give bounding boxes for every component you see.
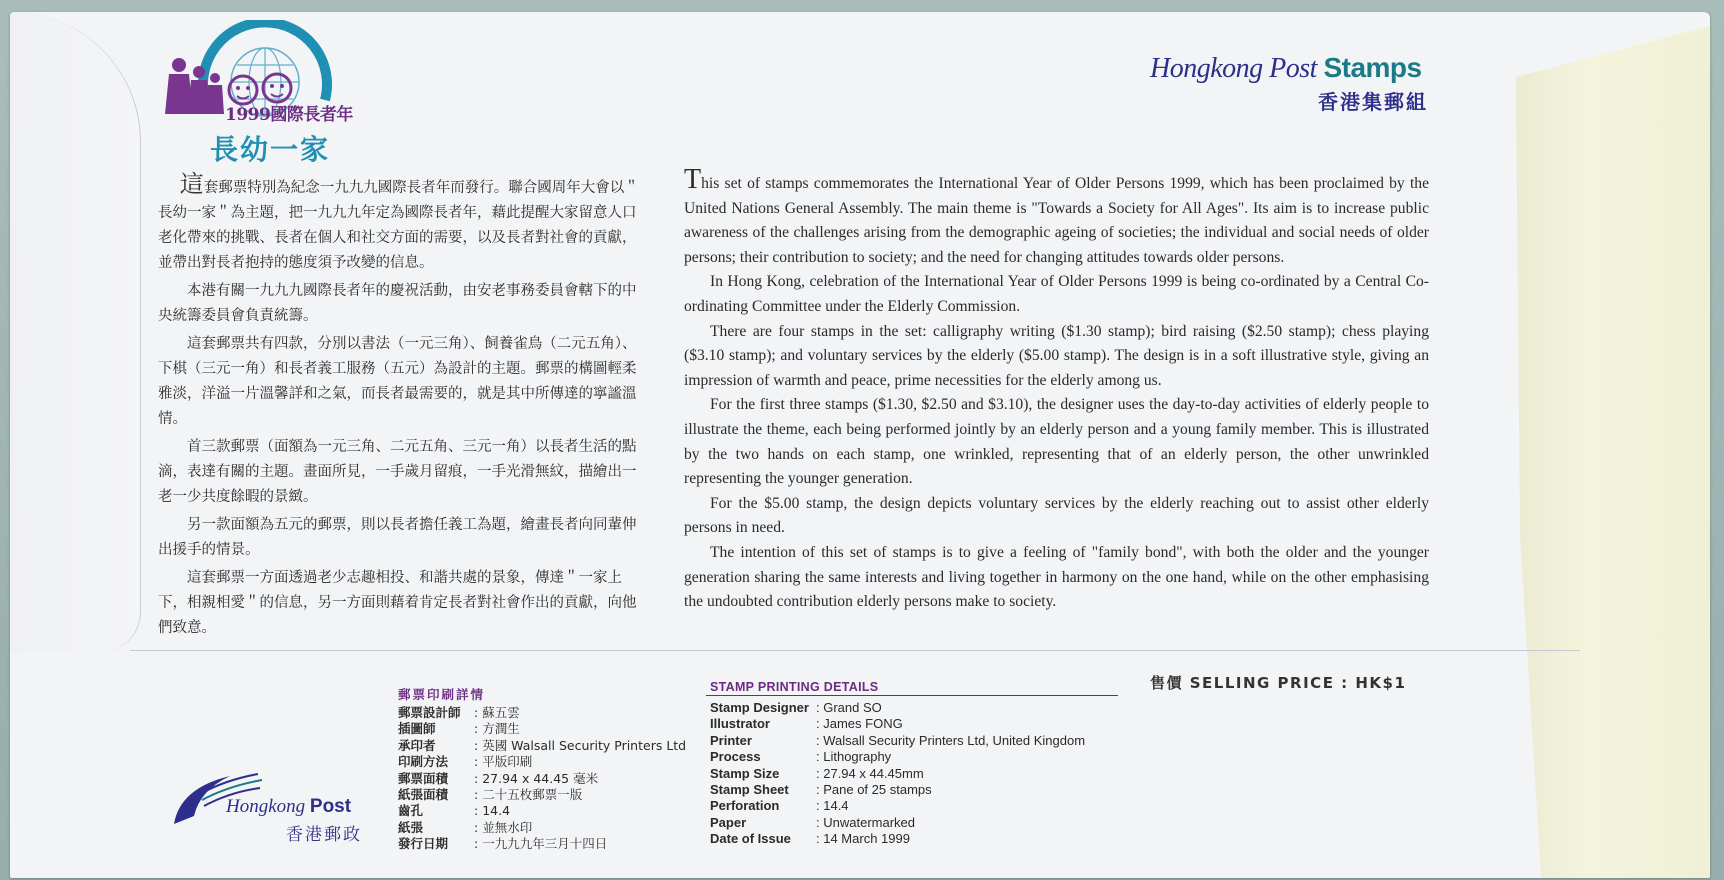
chinese-paragraph: 這套郵票共有四款，分別以書法（一元三角）、飼養雀鳥（二元五角）、下棋（三元一角）和長者義工服務（五元）為設計的主題。郵票的構圖輕柔雅淡，洋溢一片溫馨詳和之氣，而長者最需要的，就是其中所傳達的寧謐溫情。 xyxy=(158,336,637,427)
detail-row xyxy=(398,754,686,770)
detail-row xyxy=(710,700,1085,716)
chinese-paragraph-text: 套郵票特別為紀念一九九九國際長者年而發行。聯合國周年大會以＂長幼一家＂為主題，把一九九九年定為國際長者年，藉此提醒大家留意人口老化帶來的挑戰、長者在個人和社交方面的需要，以及長者對社會的貢獻，並帶出對長者抱持的態度須予改變的信息。 xyxy=(158,180,639,271)
chinese-paragraph xyxy=(158,172,646,276)
detail-key: 承印者 xyxy=(398,737,436,753)
detail-row xyxy=(398,705,686,721)
detail-row xyxy=(398,803,686,819)
hkpost-chinese-name: 香港郵政 xyxy=(286,825,362,845)
detail-row xyxy=(710,815,1085,831)
detail-row xyxy=(710,716,1085,732)
detail-key: 郵票面積 xyxy=(398,770,449,786)
detail-value: : 並無水印 xyxy=(474,820,532,836)
detail-key: Date of Issue xyxy=(710,831,791,847)
detail-row xyxy=(710,782,1085,798)
english-paragraph: In Hong Kong, celebration of the International Year of Older Persons 1999 is being co-ordinated by a Central Co-ordinating Committee under the Elderly Commission. xyxy=(684,273,1429,315)
detail-key: Stamp Size xyxy=(710,765,780,781)
hkpost-wordmark-italic: Hongkong xyxy=(226,796,306,817)
detail-value: : James FONG xyxy=(816,716,903,732)
detail-key: Stamp Designer xyxy=(710,700,809,715)
chinese-dropcap: 這 xyxy=(179,170,204,198)
detail-key: 插圖師 xyxy=(398,721,436,737)
detail-key: 郵票設計師 xyxy=(398,705,461,720)
english-body-text xyxy=(684,164,1429,615)
hkpost-wordmark-bold: Post xyxy=(309,796,352,817)
detail-key: Stamp Sheet xyxy=(710,782,789,798)
detail-value: : 14.4 xyxy=(816,798,849,814)
detail-value: : 27.94 x 44.45mm xyxy=(816,766,924,782)
english-paragraph-text: his set of stamps commemorates the International Year of Older Persons 1999, which has been proclaimed by the United Nations General Assembly. The main theme is "Towards a Society for All Ages". Its aim is to increase public awareness of the challenges arising from the demographic ageing of societies; the individual and social needs of older persons; their contribution to society; and the need for changing attitudes towards older persons. xyxy=(684,175,1429,266)
chinese-paragraph: 另一款面額為五元的郵票，則以長者擔任義工為題，繪畫長者向同輩伸出援手的情景。 xyxy=(158,517,637,558)
printing-details-rule xyxy=(706,695,1118,696)
chinese-paragraph: 這套郵票一方面透過老少志趣相投、和諧共處的景象，傳達＂一家上下，相親相愛＂的信息，另一方面則藉着肯定長者對社會作出的貢獻，向他們致意。 xyxy=(158,570,637,636)
detail-key: Perforation xyxy=(710,798,780,814)
detail-row xyxy=(398,738,686,754)
detail-value: : Pane of 25 stamps xyxy=(816,782,932,798)
detail-value: : 二十五枚郵票一版 xyxy=(474,787,582,803)
detail-row xyxy=(710,798,1085,814)
detail-value: : 平版印刷 xyxy=(474,754,532,770)
detail-row xyxy=(710,766,1085,782)
detail-value: : 一九九九年三月十四日 xyxy=(474,836,607,852)
iyop-year-label: 1999國際長者年 xyxy=(225,105,353,125)
hkpost-stamps-chinese: 香港集郵組 xyxy=(1318,90,1428,114)
detail-row xyxy=(710,831,1085,847)
detail-key: 齒孔 xyxy=(398,803,424,819)
detail-row xyxy=(398,771,686,787)
iyop-slogan: 長幼一家 xyxy=(210,133,331,166)
printing-details-en xyxy=(710,700,1085,848)
envelope-right-flap xyxy=(1499,26,1710,878)
detail-value: : 14 March 1999 xyxy=(816,831,910,847)
detail-value: : Grand SO xyxy=(816,700,882,716)
detail-value: : 27.94 x 44.45 毫米 xyxy=(474,771,598,787)
family-figures-icon xyxy=(165,58,224,114)
detail-row xyxy=(710,749,1085,765)
english-paragraph: For the $5.00 stamp, the design depicts voluntary services by the elderly reaching out to assist other elderly persons in need. xyxy=(684,494,1429,537)
detail-key: 印刷方法 xyxy=(398,754,449,770)
selling-price: 售價 SELLING PRICE : HK$1 xyxy=(1150,674,1407,692)
english-paragraph: The intention of this set of stamps is to give a feeling of "family bond", with both the older and the younger generation sharing the same interests and living together in harmony on the one hand, while on the other emphasising the undoubted contribution elderly persons make to society. xyxy=(684,543,1429,611)
detail-key: 發行日期 xyxy=(398,836,449,852)
detail-row xyxy=(398,820,686,836)
insert-edge-line xyxy=(130,650,1580,651)
detail-value: : Lithography xyxy=(816,749,891,765)
detail-row xyxy=(398,787,686,803)
chinese-paragraph: 本港有關一九九九國際長者年的慶祝活動，由安老事務委員會轄下的中央統籌委員會負責統籌。 xyxy=(158,283,637,324)
detail-key: Paper xyxy=(710,814,747,830)
detail-key: Process xyxy=(710,749,761,765)
chinese-paragraph: 首三款郵票（面額為一元三角、二元五角、三元一角）以長者生活的點滴，表達有關的主題。畫面所見，一手歲月留痕，一手光滑無紋，描繪出一老一少共度餘暇的景緻。 xyxy=(158,439,637,505)
detail-key: 紙張面積 xyxy=(398,787,449,803)
printing-details-title-en: STAMP PRINTING DETAILS xyxy=(710,680,879,694)
printing-details-title-zh: 郵票印刷詳情 xyxy=(398,687,486,702)
printing-details-zh xyxy=(398,705,686,853)
detail-value: : 蘇五雲 xyxy=(474,705,520,721)
hkpost-wordmark xyxy=(226,796,351,818)
english-paragraph: For the first three stamps ($1.30, $2.50 and $3.10), the designer uses the day-to-day activities of elderly people to illustrate the theme, each being performed jointly by an elderly person and a young family member. This is illustrated by the two hands on each stamp, one wrinkled, representing that of an elderly person, the other unwrinkled representing the younger generation. xyxy=(684,396,1429,488)
chinese-body-text xyxy=(158,172,646,644)
english-dropcap: T xyxy=(684,164,702,195)
hkpost-stamps-title-bold: Stamps xyxy=(1323,52,1422,83)
detail-key: Printer xyxy=(710,732,752,748)
detail-value: : 英國 Walsall Security Printers Ltd xyxy=(474,738,686,754)
detail-row xyxy=(398,836,686,852)
detail-key: 紙張 xyxy=(398,819,424,835)
envelope-left-flap xyxy=(10,12,141,652)
english-paragraph: There are four stamps in the set: calligraphy writing ($1.30 stamp); bird raising ($2.50 stamp); chess playing ($3.10 stamp); and voluntary services by the elderly ($5.00 stamp). The design is in a soft illustrative style, giving an impression of warmth and peace, prime necessities for the elderly among us. xyxy=(684,322,1429,389)
detail-value: : 方潤生 xyxy=(474,721,520,737)
detail-value: : 14.4 xyxy=(474,803,510,819)
hkpost-stamps-title xyxy=(1150,52,1422,85)
detail-row xyxy=(398,721,686,737)
detail-value: : Unwatermarked xyxy=(816,815,915,831)
detail-key: Illustrator xyxy=(710,716,770,732)
english-paragraph xyxy=(684,164,1429,270)
hkpost-stamps-title-italic: Hongkong Post xyxy=(1150,53,1317,84)
child-face-icon xyxy=(263,74,291,102)
detail-value: : Walsall Security Printers Ltd, United Kingdom xyxy=(816,733,1085,749)
detail-row xyxy=(710,733,1085,749)
